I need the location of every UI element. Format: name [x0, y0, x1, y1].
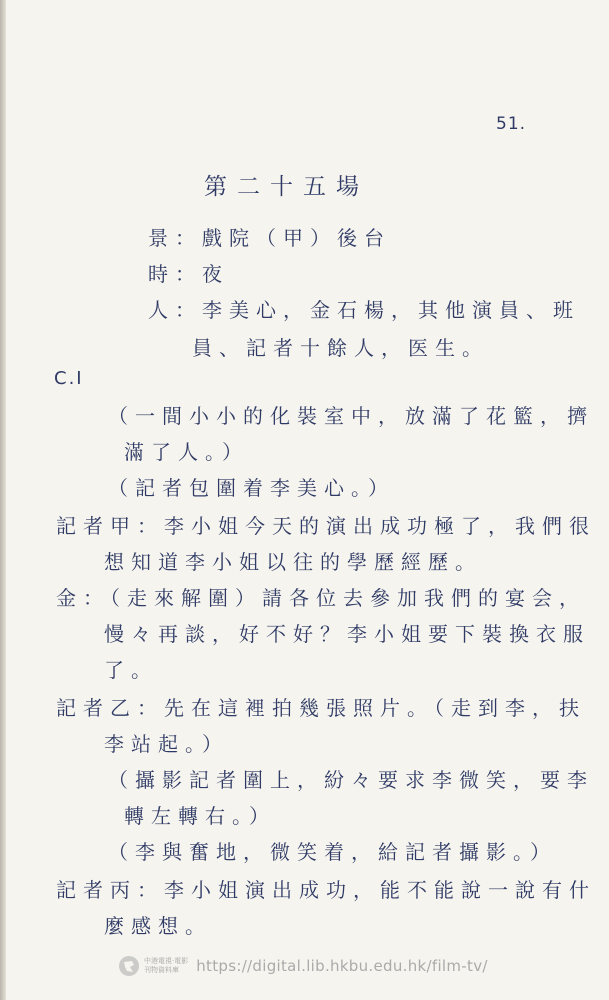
script-line: 記者甲：李小姐今天的演出成功極了，我們很	[56, 514, 596, 538]
script-line: 金：（走來解圍）請各位去參加我們的宴会，	[56, 586, 586, 610]
scene-title: 第二十五場	[204, 174, 369, 200]
script-line: 李站起。）	[104, 732, 229, 756]
script-line: 想知道李小姐以往的學歷經歷。	[104, 550, 482, 574]
library-name-line: 中港電視·電影	[144, 957, 189, 965]
script-line: （攝影記者圍上，紛々要求李微笑，要李	[108, 768, 594, 792]
page-number: 51.	[496, 114, 527, 134]
library-name-line: 刊物資料庫	[144, 966, 179, 974]
script-line: 轉左轉右。）	[124, 804, 276, 828]
script-line: （記者包圍着李美心。）	[108, 476, 395, 500]
source-url-link[interactable]: https://digital.lib.hkbu.edu.hk/film-tv/	[196, 957, 488, 975]
script-line: 記者乙：先在這裡拍幾張照片。（走到李，扶	[56, 696, 586, 720]
script-line: 麼感想。	[104, 914, 212, 938]
script-line: （李與奮地，微笑着，給記者攝影。）	[108, 840, 557, 864]
setting-time: 時：夜	[148, 262, 229, 286]
page-spine-shadow	[0, 0, 6, 1000]
script-line: （一間小小的化裝室中，放滿了花籃，擠	[108, 404, 594, 428]
setting-people-continued: 員、記者十餘人，医生。	[192, 336, 489, 360]
setting-scene: 景：戲院（甲）後台	[148, 226, 391, 250]
watermark-footer	[118, 950, 488, 982]
library-logo-icon	[118, 955, 140, 977]
library-name	[144, 957, 188, 975]
script-line: 慢々再談，好不好？李小姐要下裝換衣服	[104, 622, 590, 646]
script-line: 了。	[104, 658, 158, 682]
script-line: 記者丙：李小姐演出成功，能不能說一說有什	[56, 878, 596, 902]
setting-people: 人：李美心，金石楊，其他演員、班	[148, 298, 580, 322]
script-line: 滿了人。）	[124, 440, 249, 464]
cut-label: C.I	[54, 368, 84, 389]
